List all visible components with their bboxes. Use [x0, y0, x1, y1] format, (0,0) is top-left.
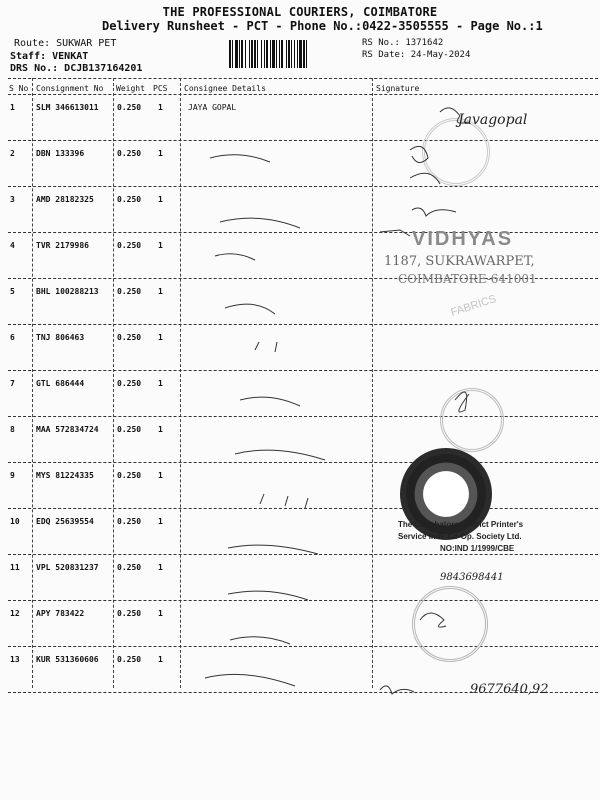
row-consignment: APY 783422	[36, 609, 85, 618]
row-consignment: TVR 2179986	[36, 241, 89, 250]
row-weight: 0.250	[117, 425, 142, 434]
handwritten-phone: 9843698441	[440, 572, 504, 583]
row-pcs: 1	[158, 287, 163, 296]
row-sno: 8	[10, 425, 15, 434]
col-header-pcs: PCS	[153, 84, 168, 93]
row-weight: 0.250	[117, 287, 142, 296]
route-label: Route: SUKWAR PET	[14, 38, 117, 49]
drs-number: DRS No.: DCJB137164201	[10, 63, 143, 74]
row-pcs: 1	[158, 333, 163, 342]
printers-stamp: The Coimbatore District Printer's	[398, 520, 524, 529]
row-sno: 4	[10, 241, 15, 250]
row-weight: 0.250	[117, 563, 142, 572]
row-pcs: 1	[158, 425, 163, 434]
row-sno: 7	[10, 379, 15, 388]
handwritten-phone: 9677640,92	[470, 682, 549, 697]
row-pcs: 1	[158, 471, 163, 480]
shop-stamp-address: COIMBATORE-641001	[398, 272, 537, 286]
row-consignment: KUR 531360606	[36, 655, 99, 664]
row-consignment: VPL 520831237	[36, 563, 99, 572]
row-pcs: 1	[158, 149, 163, 158]
row-consignment: AMD 28182325	[36, 195, 94, 204]
row-weight: 0.250	[117, 655, 142, 664]
row-sno: 10	[10, 517, 20, 526]
row-weight: 0.250	[117, 379, 142, 388]
row-weight: 0.250	[117, 333, 142, 342]
row-pcs: 1	[158, 379, 163, 388]
row-weight: 0.250	[117, 149, 142, 158]
row-sno: 12	[10, 609, 20, 618]
row-sno: 11	[10, 563, 20, 572]
row-sno: 9	[10, 471, 15, 480]
row-weight: 0.250	[117, 471, 142, 480]
company-title: THE PROFESSIONAL COURIERS, COIMBATORE	[162, 5, 438, 19]
row-consignment: EDQ 25639554	[36, 517, 94, 526]
row-consignment: SLM 346613011	[36, 103, 99, 112]
row-sno: 3	[10, 195, 15, 204]
row-sno: 13	[10, 655, 20, 664]
row-weight: 0.250	[117, 103, 142, 112]
col-header-details: Consignee Details	[184, 84, 266, 93]
printers-stamp: Service Indl. Co-Op. Society Ltd.	[398, 532, 522, 541]
row-pcs: 1	[158, 517, 163, 526]
shop-stamp-address: 1187, SUKRAWARPET,	[384, 254, 535, 269]
row-pcs: 1	[158, 195, 163, 204]
row-sno: 6	[10, 333, 15, 342]
shop-stamp-name: VIDHYAS	[412, 228, 514, 250]
printers-stamp: NO:IND 1/1999/CBE	[440, 544, 515, 553]
col-header-signature: Signature	[376, 84, 420, 93]
row-pcs: 1	[158, 609, 163, 618]
rs-date: RS Date: 24-May-2024	[362, 50, 471, 60]
row-consignment: BHL 100288213	[36, 287, 99, 296]
runsheet-subtitle: Delivery Runsheet - PCT - Phone No.:0422-3505555 - Page No.:1	[102, 19, 543, 33]
signature: Javagopal	[458, 112, 528, 128]
row-consignment: GTL 686444	[36, 379, 85, 388]
row-pcs: 1	[158, 655, 163, 664]
row-consignment: DBN 133396	[36, 149, 85, 158]
row-weight: 0.250	[117, 195, 142, 204]
row-sno: 1	[10, 103, 15, 112]
col-header-consignment: Consignment No	[36, 84, 104, 93]
row-weight: 0.250	[117, 609, 142, 618]
row-pcs: 1	[158, 563, 163, 572]
col-header-sno: S No	[9, 84, 29, 93]
row-consignment: TNJ 806463	[36, 333, 85, 342]
row-consignment: MYS 81224335	[36, 471, 94, 480]
fabrics-stamp: FABRICS	[449, 293, 498, 319]
rs-number: RS No.: 1371642	[362, 38, 444, 48]
row-weight: 0.250	[117, 241, 142, 250]
row-sno: 5	[10, 287, 15, 296]
col-header-weight: Weight	[116, 84, 145, 93]
row-sno: 2	[10, 149, 15, 158]
row-consignment: MAA 572834724	[36, 425, 99, 434]
row-pcs: 1	[158, 241, 163, 250]
row-weight: 0.250	[117, 517, 142, 526]
row-consignee: JAYA GOPAL	[188, 103, 237, 112]
row-pcs: 1	[158, 103, 163, 112]
staff-label: Staff: VENKAT	[10, 51, 89, 62]
